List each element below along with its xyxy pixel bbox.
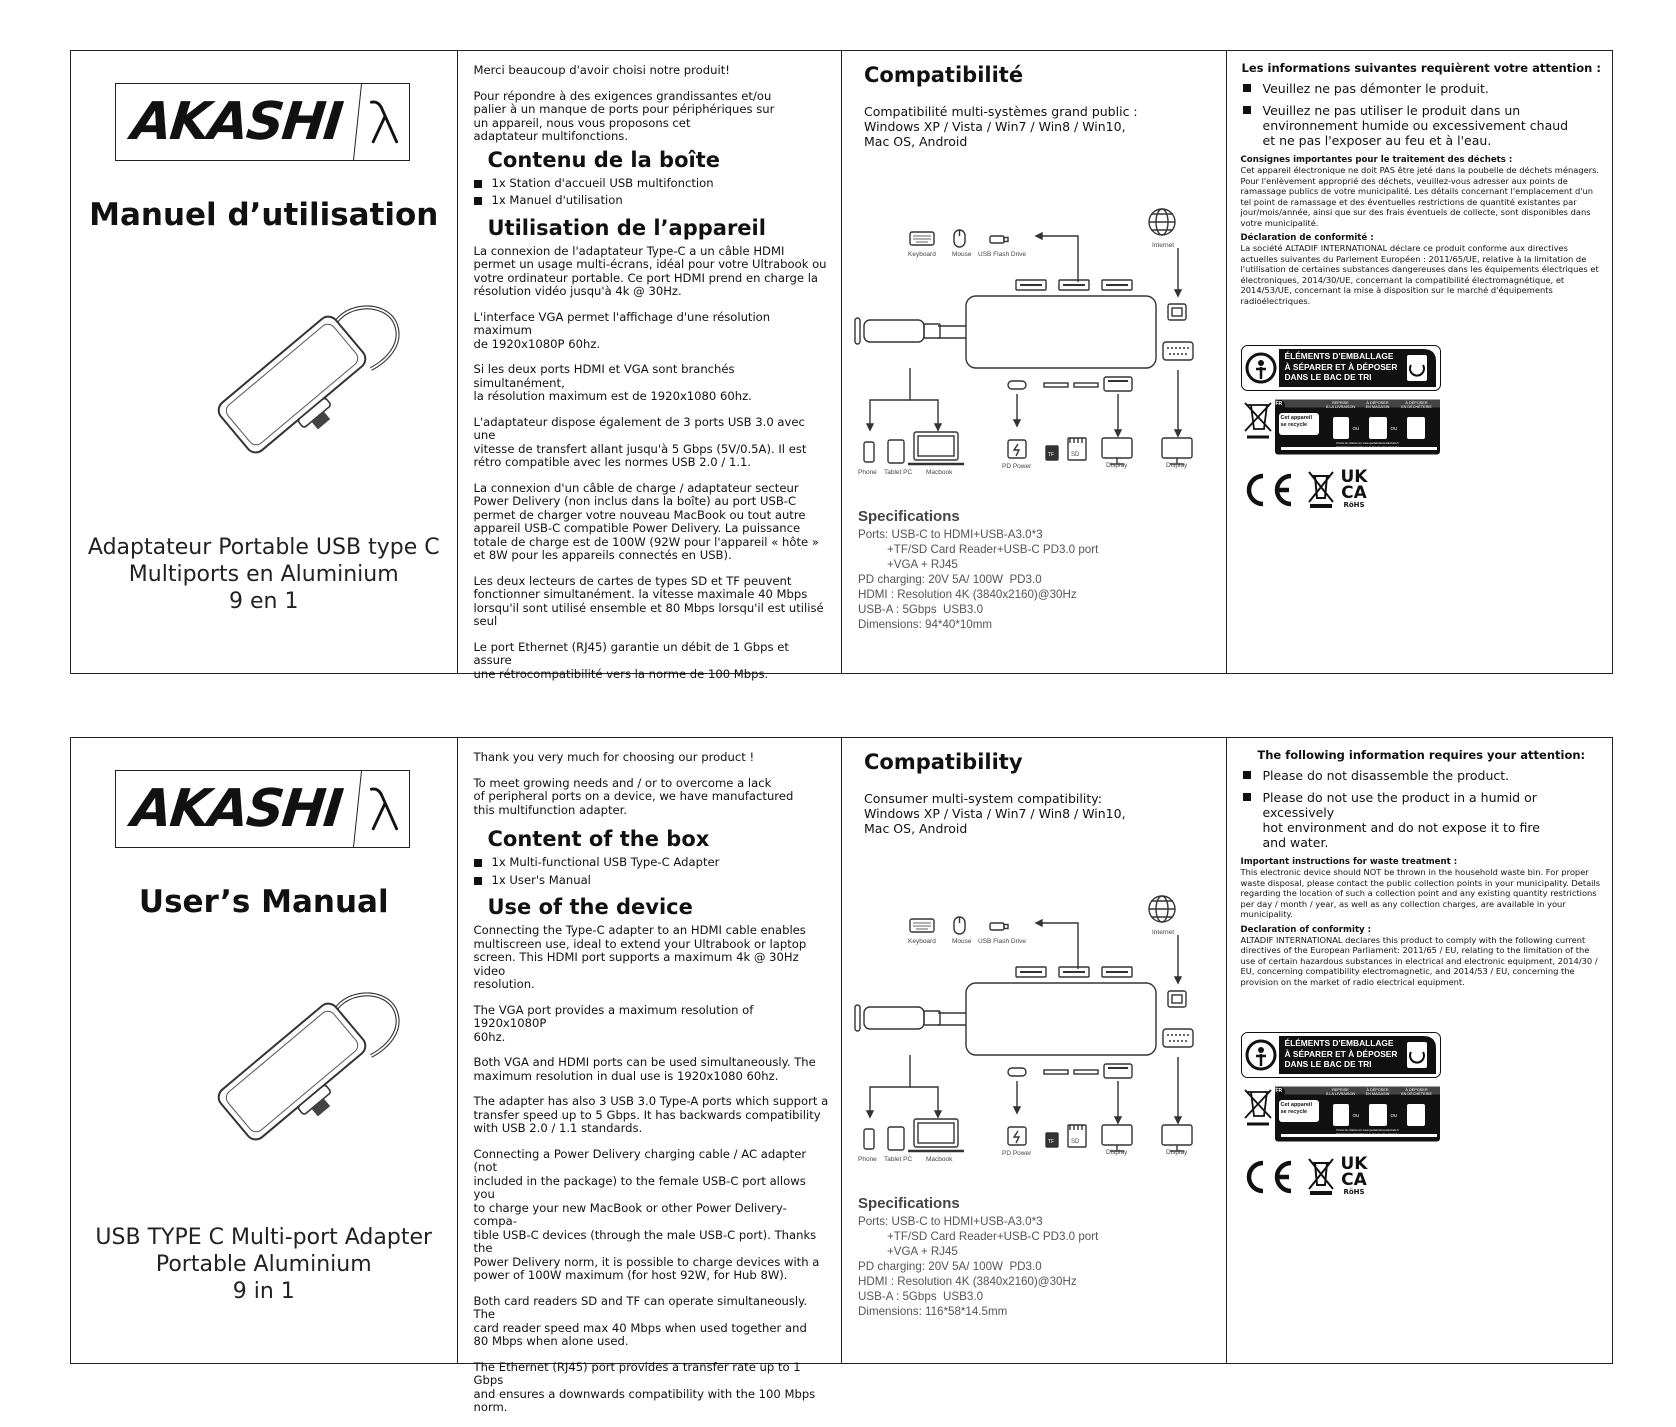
specifications-list (858, 527, 1098, 632)
usage-paragraph: The adapter has also 3 USB 3.0 Type-A ports which support a transfer speed up to 5 Gbps. It has backwards compatibility with USB 2.0 / 1.1 standards. (473, 1094, 829, 1135)
compatibility-text: Compatibilité multi-systèmes grand public : Windows XP / Vista / Win7 / Win8 / Win10, Mac OS, Android (864, 104, 1138, 149)
flash-drive-label: USB Flash Drive (978, 938, 1027, 945)
box-item: 1x Multi-functional USB Type-C Adapter (474, 856, 830, 870)
attention-list (1241, 81, 1603, 148)
usb-c-hub-illustration (181, 970, 411, 1160)
brand-logo (115, 770, 410, 848)
compatibility-heading: Compatibility (864, 750, 1023, 774)
usage-paragraph: Si les deux ports HDMI et VGA sont branchés simultanément, la résolution maximum est de 1920x1080 60hz. (473, 362, 752, 403)
box-item: 1x User's Manual (474, 874, 830, 888)
manual-title: Manuel d’utilisation (89, 197, 439, 233)
fr-badge: FR (1275, 401, 1283, 407)
tf-card-label: TF (1048, 452, 1055, 458)
sd-card-label: SD (1071, 1139, 1080, 1145)
product-name (71, 534, 457, 615)
intro-text: Pour répondre à des exigences grandissantes et/ou palier à un manque de ports pour périphériques sur un appareil, nous vous proposons cet adaptateur multifonctions. (473, 88, 775, 143)
option-label: À DÉPOSER EN DÉCHÈTERIE (1401, 1088, 1432, 1097)
lambda-logo-icon (358, 84, 409, 160)
spec-line: USB-A : 5Gbps USB3.0 (858, 603, 984, 616)
waste-heading: Consignes importantes pour le traitement des déchets : (1240, 155, 1513, 165)
ukca-top: UK (1340, 1154, 1368, 1174)
conformity-text: La société ALTADIF INTERNATIONAL déclare ce produit conforme aux directives actuelles suivantes du Parlement Européen : 2011/65/UE, relative à la limitation de l'utilisation de certaines substances dangereuses dans les équipements électriques et électroniques, 2014/30/UE, concernant la compatibilité électromagnétique, et 2014/53/UE, concernant la mise à disposition sur le marché d'équipements radioélectriques. (1240, 243, 1599, 306)
box-contents-heading: Content of the box (487, 827, 710, 851)
ce-mark-icon (1241, 1157, 1301, 1197)
attention-item: Veuillez ne pas utiliser le produit dans un environnement humide ou excessivement chaud et ne pas l'exposer au feu et à l'eau. (1241, 103, 1603, 148)
attention-item: Please do not use the product in a humid or excessively hot environment and do not expose it to fire and water. (1241, 790, 1603, 850)
pd-power-label: PD Power (1002, 1150, 1032, 1157)
manual-sheet-fr (70, 50, 1613, 681)
box-contents-list (474, 177, 830, 208)
cover-panel-fr (71, 51, 457, 673)
collection-footer: Privilégiez la réparation ou le don de votre appareil ! (1336, 1132, 1399, 1136)
brand-logo (115, 83, 410, 161)
diagram-labels (852, 853, 1217, 1193)
or-label: OU (1352, 426, 1360, 431)
crossed-out-bin-icon (1307, 1157, 1335, 1197)
keyboard-label: Keyboard (908, 938, 936, 945)
attention-item: Please do not disassemble the product. (1241, 768, 1603, 783)
spec-line: +TF/SD Card Reader+USB-C PD3.0 port (858, 543, 1099, 556)
ukca-mark-icon (1341, 469, 1368, 510)
pd-power-label: PD Power (1002, 463, 1032, 470)
display-label: Display (1166, 1149, 1188, 1156)
option-label: À DÉPOSER EN DÉCHÈTERIE (1401, 401, 1432, 410)
usage-paragraph: The Ethernet (RJ45) port provides a transfer rate up to 1 Gbps and ensures a downwards compatibility with the 100 Mbps norm. (473, 1359, 816, 1414)
spec-line: USB-A : 5Gbps USB3.0 (858, 1290, 984, 1303)
usage-panel-en (457, 738, 842, 1414)
connection-diagram (852, 166, 1217, 511)
keyboard-label: Keyboard (908, 251, 936, 258)
triman-line: À SÉPARER ET À DÉPOSER (1284, 1048, 1398, 1059)
conformity-heading: Declaration of conformity : (1240, 924, 1372, 935)
or-label: OU (1390, 426, 1398, 431)
compatibility-text: Consumer multi-system compatibility: Windows XP / Vista / Win7 / Win8 / Win10, Mac OS, Android (864, 791, 1126, 836)
ukca-bottom: CA (1341, 483, 1367, 503)
attention-heading: The following information requires your attention: (1257, 748, 1586, 762)
usage-paragraph: Le port Ethernet (RJ45) garantie un débit de 1 Gbps et assure une rétrocompatibilité vers la norme de 100 Mbps. (473, 639, 789, 681)
sd-card-label: SD (1071, 452, 1080, 458)
recycling-info-icon (1241, 399, 1441, 455)
compatibility-heading: Compatibilité (864, 63, 1024, 87)
triman-line: ÉLÉMENTS D'EMBALLAGE (1284, 351, 1394, 361)
usage-paragraph: Les deux lecteurs de cartes de types SD et TF peuvent fonctionner simultanément. la vitesse maximale 40 Mbps lorsqu'il sont utilisé ensemble et 80 Mbps lorsqu'il est utilisé seul (473, 573, 824, 628)
collection-footer: Privilégiez la réparation ou le don de votre appareil ! (1336, 445, 1399, 449)
usage-heading: Use of the device (487, 895, 693, 919)
flash-drive-label: USB Flash Drive (978, 251, 1027, 258)
recycling-info-icon (1241, 1086, 1441, 1142)
attention-heading: Les informations suivantes requièrent votre attention : (1241, 61, 1601, 75)
waste-heading: Important instructions for waste treatment : (1240, 857, 1458, 867)
spec-line: +TF/SD Card Reader+USB-C PD3.0 port (858, 1230, 1099, 1243)
box-item: 1x Manuel d'utilisation (474, 194, 830, 208)
display-label: Display (1106, 462, 1128, 469)
usage-paragraph: Connecting the Type-C adapter to an HDMI cable enables multiscreen use, ideal to extend your Ultrabook or laptop screen. This HDMI port supports a maximum 4k @ 30Hz video resolution. (473, 923, 807, 991)
recycle-label: Cet appareil se recycle (1280, 415, 1312, 428)
thanks-text: Merci beaucoup d'avoir choisi notre produit! (473, 63, 730, 77)
rohs-label: RöHS (1343, 501, 1365, 509)
lambda-logo-icon (358, 771, 409, 847)
option-label: REPRISE À LA LIVRAISON (1325, 1088, 1356, 1097)
internet-label: Internet (1152, 242, 1175, 249)
waste-text: Cet appareil électronique ne doit PAS être jeté dans la poubelle de déchets ménagers. Pour l'enlèvement approprié des déchets, veuillez-vous adresser aux points de ramassage publics de votre municipalité. Les détails concernant l'emplacement d'un tel point de ramassage et des éventuelles restrictions de quantité existantes par jour/mois/année, ainsi que sur des frais éventuels de collecte, sont disponibles dans votre municipalité. (1240, 165, 1600, 228)
display-label: Display (1166, 462, 1188, 469)
certification-badges (1241, 1032, 1441, 1197)
spec-line: Dimensions: 94*40*10mm (858, 618, 993, 631)
triman-line: À SÉPARER ET À DÉPOSER (1284, 361, 1398, 372)
specifications-heading: Specifications (858, 1195, 960, 1212)
specifications-heading: Specifications (858, 508, 960, 525)
spec-line: +VGA + RJ45 (858, 558, 958, 571)
option-label: À DÉPOSER EN MAGASIN (1365, 401, 1390, 410)
box-contents-heading: Contenu de la boîte (487, 147, 720, 172)
ce-mark-icon (1241, 470, 1301, 510)
tablet-label: Tablet PC (884, 469, 913, 476)
spec-line: +VGA + RJ45 (858, 1245, 958, 1258)
safety-panel-en (1226, 738, 1613, 1363)
phone-label: Phone (858, 1156, 877, 1163)
collection-footer: Points de collecte sur www.quefairedemesdechets.fr (1336, 1129, 1399, 1132)
conformity-text: ALTADIF INTERNATIONAL declares this product to comply with the following current directives of the European Parliament: 2011/65 / EU, relating to the limitation of the use of certain hazardous substances in electrical and electronic equipment, 2014/30 / EU, concerning compatibility electromagnetic, and 2014/53 / EU, concerning the provision on the market of radio electrical equipment. (1240, 934, 1598, 987)
attention-item: Veuillez ne pas démonter le produit. (1241, 81, 1603, 96)
spec-line: Ports: USB-C to HDMI+USB-A3.0*3 (858, 528, 1043, 541)
usage-paragraph: Both card readers SD and TF can operate simultaneously. The card reader speed max 40 Mbps when used together and 80 Mbps when alone used. (473, 1293, 808, 1348)
usage-paragraph: La connexion de l'adaptateur Type-C a un câble HDMI permet un usage multi-écrans, idéal pour votre Ultrabook ou votre ordinateur portable. Ce port HDMI prend en charge la résolution vidéo jusqu'à 4k @ 30Hz. (473, 243, 827, 298)
manual-sheet-en (70, 737, 1613, 1414)
triman-line: ÉLÉMENTS D'EMBALLAGE (1284, 1038, 1394, 1048)
specifications-list (858, 1214, 1098, 1319)
macbook-label: Macbook (926, 469, 953, 476)
product-name-line: 9 in 1 (232, 1279, 295, 1304)
connection-diagram (852, 853, 1217, 1198)
recycle-label: Cet appareil se recycle (1280, 1102, 1312, 1115)
certification-badges (1241, 345, 1441, 510)
usb-c-hub-illustration (181, 283, 411, 473)
product-name-line: 9 en 1 (229, 589, 299, 614)
manual-title: User’s Manual (138, 884, 389, 920)
brand-wordmark: AKASHI (112, 771, 362, 847)
product-name-line: USB TYPE C Multi-port Adapter (95, 1225, 433, 1250)
macbook-label: Macbook (926, 1156, 953, 1163)
product-name-line: Adaptateur Portable USB type C (87, 535, 440, 560)
usage-paragraph: L'adaptateur dispose également de 3 ports USB 3.0 avec une vitesse de transfert allant jusqu'à 5 Gbps (5V/0.5A). Il est rétro compatible avec les normes USB 2.0 / 1.1. (473, 414, 807, 469)
usage-paragraph: The VGA port provides a maximum resolution of 1920x1080P 60hz. (473, 1002, 754, 1044)
or-label: OU (1390, 1113, 1398, 1118)
ukca-mark-icon (1341, 1156, 1368, 1197)
triman-recycling-icon (1241, 1032, 1441, 1078)
spec-line: HDMI : Resolution 4K (3840x2160)@30Hz (858, 588, 1077, 601)
spec-line: PD charging: 20V 5A/ 100W PD3.0 (858, 573, 1042, 586)
tablet-label: Tablet PC (884, 1156, 913, 1163)
brand-wordmark: AKASHI (112, 84, 362, 160)
cover-panel-en (71, 738, 457, 1363)
product-name-line: Portable Aluminium (155, 1252, 372, 1277)
compliance-marks (1241, 1156, 1441, 1197)
attention-list (1241, 768, 1603, 850)
spec-line: Dimensions: 116*58*14.5mm (858, 1305, 1008, 1318)
option-label: À DÉPOSER EN MAGASIN (1365, 1088, 1390, 1097)
box-item: 1x Station d'accueil USB multifonction (474, 177, 830, 191)
triman-line: DANS LE BAC DE TRI (1284, 1059, 1372, 1069)
ukca-top: UK (1340, 467, 1368, 487)
usage-panel-fr (457, 51, 842, 681)
spec-line: PD charging: 20V 5A/ 100W PD3.0 (858, 1260, 1042, 1273)
usage-paragraph: Both VGA and HDMI ports can be used simultaneously. The maximum resolution in dual use is 1920x1080 60hz. (473, 1055, 816, 1083)
thanks-text: Thank you very much for choosing our product ! (473, 750, 755, 764)
compliance-marks (1241, 469, 1441, 510)
spec-line: HDMI : Resolution 4K (3840x2160)@30Hz (858, 1275, 1077, 1288)
tf-card-label: TF (1048, 1139, 1055, 1145)
fr-badge: FR (1275, 1088, 1283, 1094)
product-name-line: Multiports en Aluminium (128, 562, 399, 587)
phone-label: Phone (858, 469, 877, 476)
or-label: OU (1352, 1113, 1360, 1118)
product-name (71, 1224, 457, 1305)
crossed-out-bin-icon (1307, 470, 1335, 510)
collection-footer: Points de collecte sur www.quefairedemesdechets.fr (1336, 442, 1399, 445)
rohs-label: RöHS (1343, 1188, 1365, 1196)
spec-line: Ports: USB-C to HDMI+USB-A3.0*3 (858, 1215, 1043, 1228)
intro-text: To meet growing needs and / or to overcome a lack of peripheral ports on a device, we have manufactured this multifunction adapter. (473, 775, 794, 817)
triman-line: DANS LE BAC DE TRI (1284, 372, 1372, 382)
mouse-label: Mouse (952, 938, 972, 945)
triman-recycling-icon (1241, 345, 1441, 391)
compatibility-panel-fr (841, 51, 1226, 673)
ukca-bottom: CA (1341, 1170, 1367, 1190)
compatibility-panel-en (841, 738, 1226, 1363)
mouse-label: Mouse (952, 251, 972, 258)
usage-paragraph: La connexion d'un câble de charge / adaptateur secteur Power Delivery (non inclus dans la boîte) au port USB-C permet de charger votre nouveau MacBook ou tout autre appareil USB-C compatible Power Delivery. La puissance totale de charge est de 100W (92W pour l'appareil « hôte » et 8W pour les appareils connectés en USB). (473, 480, 819, 562)
diagram-labels (852, 166, 1217, 506)
usage-heading: Utilisation de l’appareil (487, 215, 766, 240)
usage-paragraph: L'interface VGA permet l'affichage d'une résolution maximum de 1920x1080P 60hz. (473, 309, 771, 351)
safety-panel-fr (1226, 51, 1613, 673)
waste-text: This electronic device should NOT be thrown in the household waste bin. For proper waste disposal, please contact the public collection points in your municipality. Details regarding the location of such a collection point and any existing quantity restrictions per day / month / year, as well as any collection charges, are available in your municipality. (1240, 867, 1601, 919)
conformity-heading: Déclaration de conformité : (1240, 233, 1374, 243)
display-label: Display (1106, 1149, 1128, 1156)
box-contents-list (474, 856, 830, 887)
usage-paragraph: Connecting a Power Delivery charging cable / AC adapter (not included in the package) to the female USB-C port allows you to charge your new MacBook or other Power Delivery-compa- tible USB-C devices (through the male USB-C port). Thanks the Power Delivery norm, it is possible to charge devices with a power of 100W maximum (for host 92W, for Hub 8W). (473, 1146, 820, 1282)
option-label: REPRISE À LA LIVRAISON (1325, 401, 1356, 410)
internet-label: Internet (1152, 929, 1175, 936)
